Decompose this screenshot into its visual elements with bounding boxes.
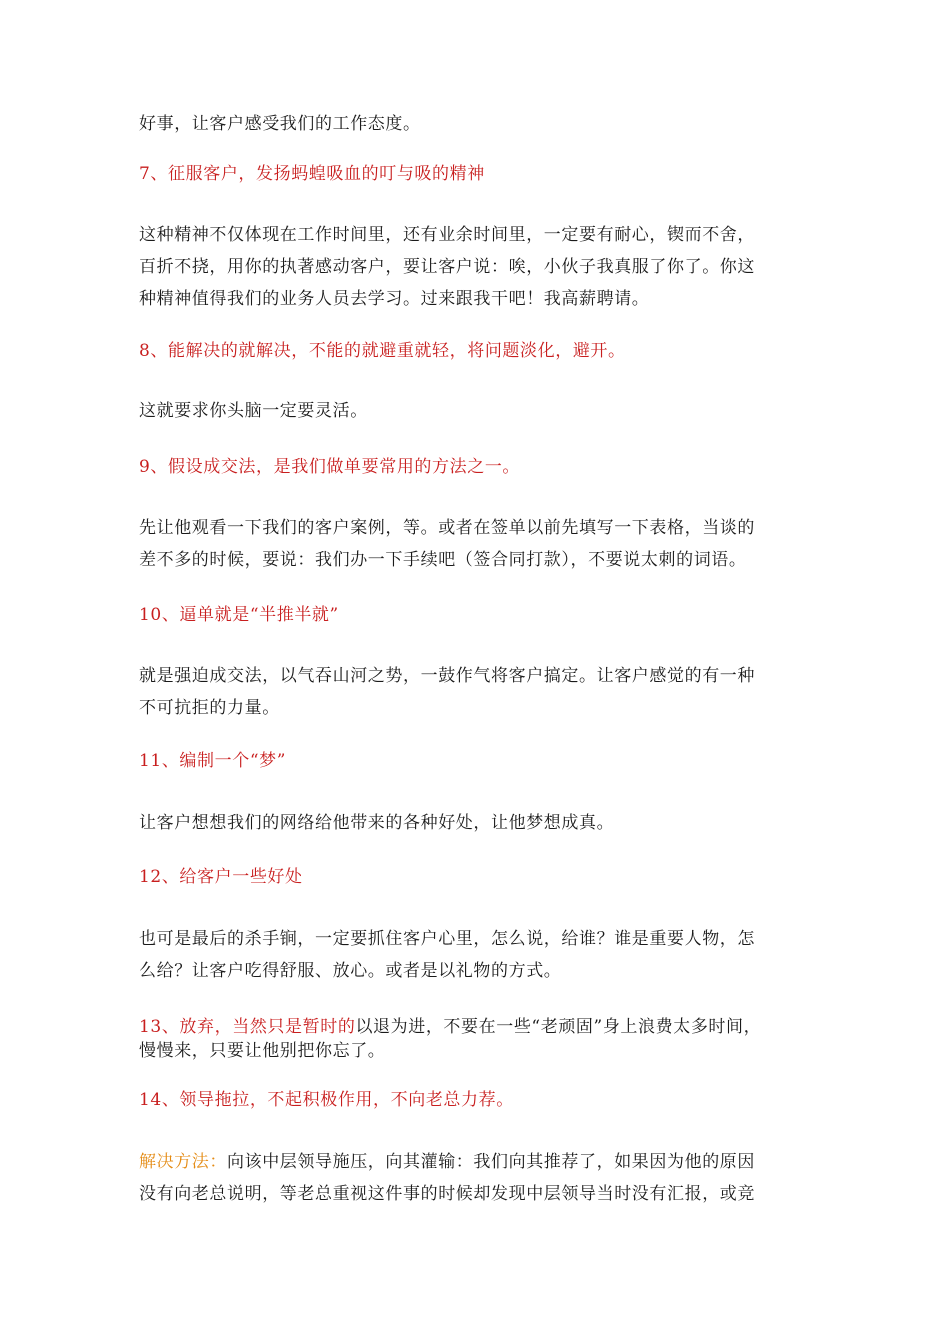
paragraph-12-line-1: 也可是最后的杀手锏，一定要抓住客户心里，怎么说，给谁？谁是重要人物，怎 xyxy=(139,929,755,949)
heading-11: 11、编制一个“梦” xyxy=(139,751,287,771)
heading-12: 12、给客户一些好处 xyxy=(139,867,303,887)
paragraph-continuation: 好事，让客户感受我们的工作态度。 xyxy=(139,114,421,134)
solution-label: 解决方法： xyxy=(139,1152,227,1172)
paragraph-7-line-2: 百折不挠，用你的执著感动客户，要让客户说：唉，小伙子我真服了你了。你这 xyxy=(139,257,755,277)
paragraph-14-line-2: 没有向老总说明，等老总重视这件事的时候却发现中层领导当时没有汇报，或竞 xyxy=(139,1184,755,1204)
heading-13-red: 13、放弃，当然只是暂时的 xyxy=(139,1017,356,1037)
heading-13-line-2: 慢慢来，只要让他别把你忘了。 xyxy=(139,1041,386,1061)
paragraph-14-line-1-rest: 向该中层领导施压，向其灌输：我们向其推荐了，如果因为他的原因 xyxy=(227,1152,755,1172)
heading-13-rest: 以退为进，不要在一些“老顽固”身上浪费太多时间， xyxy=(355,1017,762,1037)
paragraph-7-line-1: 这种精神不仅体现在工作时间里，还有业余时间里，一定要有耐心，锲而不舍， xyxy=(139,225,755,245)
paragraph-9-line-1: 先让他观看一下我们的客户案例，等。或者在签单以前先填写一下表格，当谈的 xyxy=(139,518,755,538)
heading-9: 9、假设成交法，是我们做单要常用的方法之一。 xyxy=(139,457,521,477)
paragraph-9-line-2: 差不多的时候，要说：我们办一下手续吧（签合同打款），不要说太刺的词语。 xyxy=(139,550,747,570)
heading-8: 8、能解决的就解决，不能的就避重就轻，将问题淡化，避开。 xyxy=(139,341,626,361)
paragraph-14-line-1 xyxy=(139,1147,755,1177)
paragraph-10-line-1: 就是强迫成交法，以气吞山河之势，一鼓作气将客户搞定。让客户感觉的有一种 xyxy=(139,666,755,686)
paragraph-11: 让客户想想我们的网络给他带来的各种好处，让他梦想成真。 xyxy=(139,813,615,833)
paragraph-12-line-2: 么给？让客户吃得舒服、放心。或者是以礼物的方式。 xyxy=(139,961,562,981)
heading-10: 10、逼单就是“半推半就” xyxy=(139,605,339,625)
heading-7: 7、征服客户，发扬蚂蝗吸血的叮与吸的精神 xyxy=(139,164,485,184)
paragraph-10-line-2: 不可抗拒的力量。 xyxy=(139,698,280,718)
paragraph-7-line-3: 种精神值得我们的业务人员去学习。过来跟我干吧！我高薪聘请。 xyxy=(139,289,650,309)
paragraph-8: 这就要求你头脑一定要灵活。 xyxy=(139,401,368,421)
heading-14: 14、领导拖拉，不起积极作用，不向老总力荐。 xyxy=(139,1090,514,1110)
